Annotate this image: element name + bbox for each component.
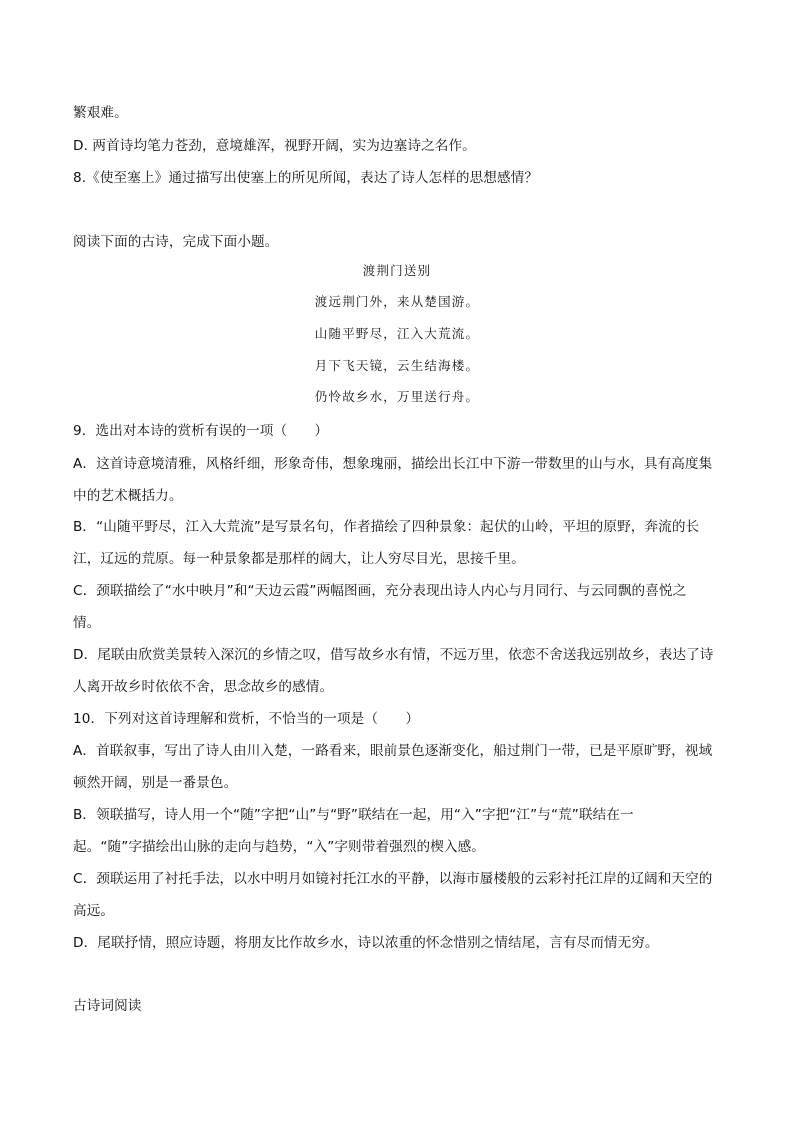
poem-line: 仍怜故乡水，万里送行舟。: [314, 389, 480, 404]
q10-option-d: D．尾联抒情，照应诗题，将朋友比作故乡水，诗以浓重的怀念惜别之情结尾，言有尽而情无穷。: [73, 935, 659, 951]
q9-option-c: 情。: [73, 615, 101, 631]
q9-option-a: 中的艺术概括力。: [73, 488, 183, 504]
q10-option-c: 高远。: [73, 903, 115, 919]
q10-option-b: 起。“随”字描绘出山脉的走向与趋势，“入”字则带着强烈的楔入感。: [73, 839, 485, 855]
q9-option-b: 江，辽远的荒原。每一种景象都是那样的阔大，让人穷尽目光，思接千里。: [73, 551, 525, 567]
q10-option-a: 顿然开阔，别是一番景色。: [73, 775, 238, 791]
q9-option-a: A．这首诗意境清雅，风格纤细，形象奇伟，想象瑰丽，描绘出长江中下游一带数里的山与水，具有高度集: [73, 456, 713, 472]
text-line: D. 两首诗均笔力苍劲，意境雄浑，视野开阔，实为边塞诗之名作。: [73, 138, 476, 154]
q9-option-d: D．尾联由欣赏美景转入深沉的乡情之叹，借写故乡水有情，不远万里，依恋不舍送我远别故乡，表达了诗: [73, 647, 714, 663]
poem-line: 山随平野尽，江入大荒流。: [314, 326, 480, 341]
q10-option-c: C．颈联运用了衬托手法，以水中明月如镜衬托江水的平静，以海市蜃楼般的云彩衬托江岸的辽阔和天空的: [73, 871, 713, 887]
question-8: 8.《使至塞上》通过描写出使塞上的所见所闻，表达了诗人怎样的思想感情？: [73, 170, 539, 186]
text-line: 繁艰难。: [73, 105, 128, 121]
q9-option-c: C．颈联描绘了“水中映月”和“天边云霞”两幅图画，充分表现出诗人内心与月同行、与云同飘的喜悦之: [73, 583, 687, 599]
poem-line: 月下飞天镜，云生结海楼。: [314, 358, 480, 373]
question-9-stem: 9．选出对本诗的赏析有误的一项（ ）: [73, 423, 329, 439]
q9-option-b: B．“山随平野尽，江入大荒流”是写景名句，作者描绘了四种景象：起伏的山岭，平坦的原野，奔流的长: [73, 519, 700, 535]
section-heading: 古诗词阅读: [73, 998, 142, 1014]
reading-instruction: 阅读下面的古诗，完成下面小题。: [73, 234, 279, 250]
q10-option-b: B．领联描写，诗人用一个“随”字把“山”与“野”联结在一起，用“入”字把“江”与“荒”联结在一: [73, 807, 634, 823]
question-10-stem: 10．下列对这首诗理解和赏析，不恰当的一项是（ ）: [73, 711, 420, 727]
poem-title: 渡荆门送别: [362, 263, 432, 278]
poem-line: 渡远荆门外，来从楚国游。: [314, 294, 480, 309]
q9-option-d: 人离开故乡时依依不舍，思念故乡的感情。: [73, 679, 334, 695]
q10-option-a: A．首联叙事，写出了诗人由川入楚，一路看来，眼前景色逐渐变化，船过荆门一带，已是平原旷野，视域: [73, 743, 713, 759]
